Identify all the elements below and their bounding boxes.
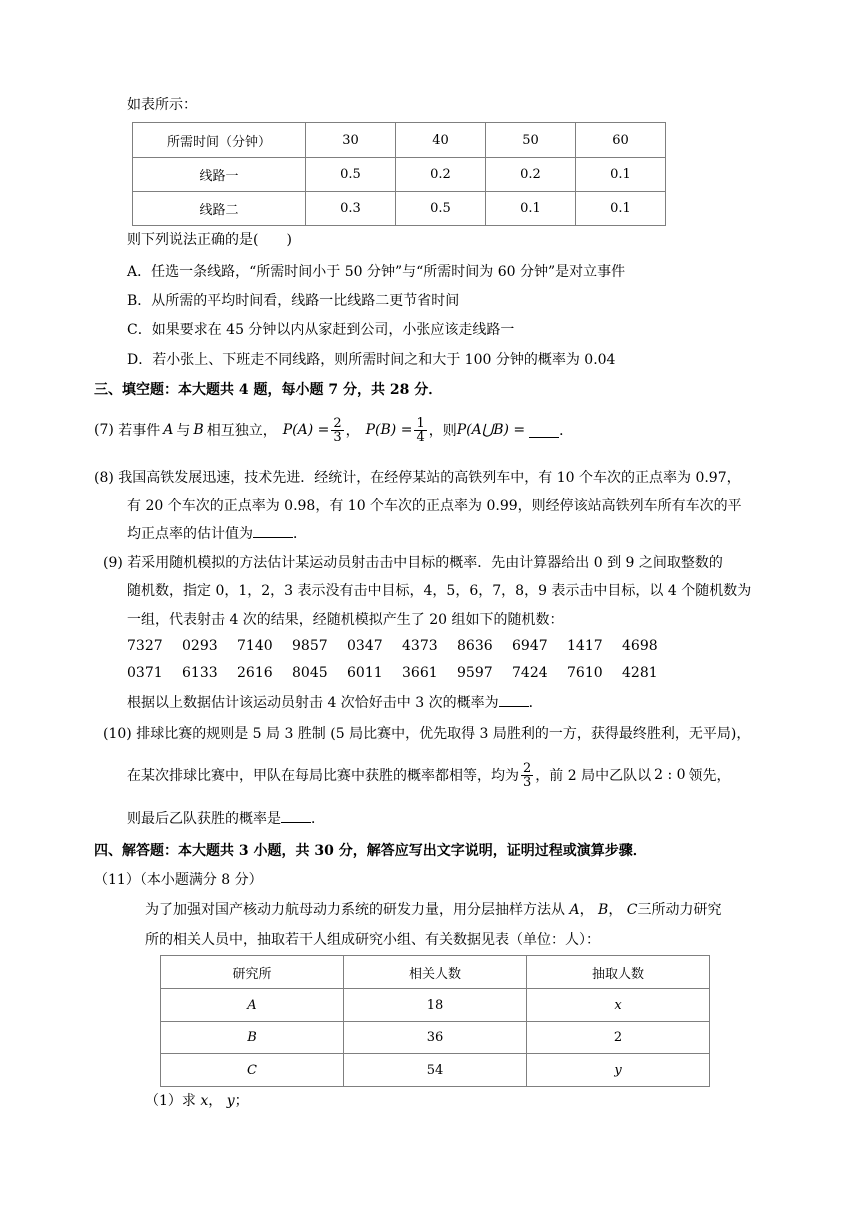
option-d: D．若小张上、下班走不同线路，则所需时间之和大于 100 分钟的概率为 0.04 <box>127 352 616 368</box>
q7-text: 与 <box>176 423 191 439</box>
q9-line-3: 一组，代表射击 4 次的结果，经随机模拟产生了 20 组如下的随机数： <box>127 612 564 628</box>
random-number: 3661 <box>402 665 438 681</box>
q7-event-b: B <box>193 422 204 438</box>
q7-comma: ， <box>345 423 360 439</box>
table-header-cell: 50 <box>486 123 576 158</box>
fraction-numerator: 2 <box>523 760 532 776</box>
q11-line-2: 所的相关人员中，抽取若干人组成研究小组、有关数据见表（单位：人）： <box>145 932 600 948</box>
q7-text: 相互独立， <box>206 423 277 439</box>
random-number: 7424 <box>512 665 548 681</box>
random-numbers-row-1 <box>127 638 677 654</box>
q11-text: 为了加强对国产核动力航母动力系统的研发力量，用分层抽样方法从 <box>145 902 565 918</box>
table-cell: x <box>526 989 709 1022</box>
q11-institute-c: C <box>626 902 638 918</box>
fraction-denominator: 4 <box>416 429 425 445</box>
q9-end: ． <box>528 695 543 711</box>
answer-blank <box>281 808 311 823</box>
table-header-cell: 30 <box>306 123 396 158</box>
table-row <box>161 989 710 1022</box>
random-number: 4281 <box>622 665 658 681</box>
table-cell: 0.2 <box>396 158 486 192</box>
fraction-denominator: 3 <box>333 429 342 445</box>
q10-text: 则最后乙队获胜的概率是 <box>127 811 281 827</box>
random-number: 4698 <box>622 638 658 654</box>
random-number: 1417 <box>567 638 603 654</box>
q7-event-a: A <box>163 422 174 438</box>
q10-end: ． <box>311 811 325 827</box>
random-number: 8045 <box>292 665 328 681</box>
table-header-cell: 60 <box>576 123 666 158</box>
fraction-denominator: 3 <box>523 774 532 790</box>
table-row <box>161 1054 710 1087</box>
intro-text: 如表所示： <box>127 97 197 113</box>
q11-text: ， <box>208 1093 223 1109</box>
table-cell: 0.2 <box>486 158 576 192</box>
q11-sub-1 <box>145 1090 249 1110</box>
q7-end: ． <box>559 423 574 439</box>
table-row <box>133 158 666 192</box>
q9-line-6 <box>127 692 543 712</box>
table-header-cell: 研究所 <box>161 956 344 989</box>
random-number: 6947 <box>512 638 548 654</box>
q7-pb-fraction <box>414 417 426 444</box>
q11-var-y: y <box>226 1093 235 1109</box>
table-header-row <box>133 123 666 158</box>
answer-blank <box>499 692 529 707</box>
table-cell: 0.5 <box>396 192 486 226</box>
q11-institute-b: B <box>598 902 609 918</box>
q7-pa-fraction <box>331 417 343 444</box>
random-number: 7610 <box>567 665 603 681</box>
table-cell: 0.1 <box>576 192 666 226</box>
q7-number: (7) <box>94 422 114 438</box>
table-cell: 0.1 <box>486 192 576 226</box>
table-header-cell: 抽取人数 <box>526 956 709 989</box>
table-header-cell: 40 <box>396 123 486 158</box>
random-number: 0371 <box>127 665 163 681</box>
table-cell: y <box>526 1054 709 1087</box>
table-cell: 0.3 <box>306 192 396 226</box>
random-number: 6011 <box>347 665 383 681</box>
answer-blank <box>529 423 559 438</box>
q7-text: 若事件 <box>118 423 161 439</box>
section-3-heading: 三、填空题：本大题共 4 题，每小题 7 分，共 28 分． <box>94 382 443 398</box>
random-numbers-row-2 <box>127 665 677 681</box>
q7-pb: P(B) = <box>365 422 413 438</box>
q11-heading: （11）（本小题满分 8 分） <box>94 872 263 888</box>
random-number: 7140 <box>237 638 273 654</box>
table-header-cell: 相关人数 <box>343 956 526 989</box>
fraction-numerator: 1 <box>416 415 425 431</box>
q8-end: ． <box>293 526 307 542</box>
q10-text: ，前 2 局中乙队以 <box>535 768 652 784</box>
q11-text: 三所动力研究 <box>637 902 722 918</box>
table-cell: A <box>161 989 344 1022</box>
fraction-numerator: 2 <box>333 415 342 431</box>
q10-line-2 <box>127 755 731 795</box>
q11-text: ； <box>234 1093 249 1109</box>
q11-text: ， <box>608 902 623 918</box>
q11-institute-a: A <box>569 902 580 918</box>
q11-text: ， <box>579 902 594 918</box>
option-b: B．从所需的平均时间看，线路一比线路二更节省时间 <box>127 293 460 309</box>
table-cell: 0.1 <box>576 158 666 192</box>
table-cell: 线路一 <box>133 158 306 192</box>
table-row <box>133 192 666 226</box>
q7-text: ，则 <box>428 423 457 439</box>
random-number: 9857 <box>292 638 328 654</box>
table-cell: 36 <box>343 1022 526 1054</box>
q11-var-x: x <box>200 1093 209 1109</box>
q8-line-1: (8) 我国高铁发展迅速，技术先进．经统计，在经停某站的高铁列车中，有 10 个车次的正点率为 0.97， <box>94 470 741 486</box>
random-number: 0347 <box>347 638 383 654</box>
table-cell: C <box>161 1054 344 1087</box>
q8-line-2: 有 20 个车次的正点率为 0.98，有 10 个车次的正点率为 0.99，则经停该站高铁列车所有车次的平 <box>127 498 742 514</box>
random-number: 7327 <box>127 638 163 654</box>
table-cell: B <box>161 1022 344 1054</box>
q9-text: 根据以上数据估计该运动员射击 4 次恰好击中 3 次的概率为 <box>127 695 499 711</box>
question-7 <box>94 410 573 450</box>
q10-fraction <box>521 762 533 789</box>
question-stem: 则下列说法正确的是( ) <box>127 232 292 248</box>
random-number: 2616 <box>237 665 273 681</box>
q10-text: 在某次排球比赛中，甲队在每局比赛中获胜的概率都相等，均为 <box>127 768 519 784</box>
q11-text: （1）求 <box>145 1093 196 1109</box>
q7-pa: P(A) = <box>282 422 330 438</box>
option-c: C．如果要求在 45 分钟以内从家赶到公司，小张应该走线路一 <box>127 322 515 338</box>
table-row <box>161 1022 710 1054</box>
random-number: 0293 <box>182 638 218 654</box>
q10-text: 领先， <box>688 768 731 784</box>
q9-line-2: 随机数，指定 0，1，2，3 表示没有击中目标，4，5，6，7，8，9 表示击中目标，以 4 个随机数为 <box>127 583 752 599</box>
route-time-table <box>132 122 666 226</box>
table-header-row <box>161 956 710 989</box>
table-cell: 0.5 <box>306 158 396 192</box>
q8-line-3 <box>127 523 307 543</box>
q8-text: 均正点率的估计值为 <box>127 526 253 542</box>
random-number: 8636 <box>457 638 493 654</box>
table-header-cell: 所需时间（分钟） <box>133 123 306 158</box>
random-number: 4373 <box>402 638 438 654</box>
answer-blank <box>253 523 293 538</box>
random-number: 6133 <box>182 665 218 681</box>
table-cell: 18 <box>343 989 526 1022</box>
random-number: 9597 <box>457 665 493 681</box>
table-cell: 54 <box>343 1054 526 1087</box>
q10-line-3 <box>127 808 325 828</box>
option-a: A．任选一条线路，“所需时间小于 50 分钟”与“所需时间为 60 分钟”是对立事件 <box>127 264 626 280</box>
table-cell: 线路二 <box>133 192 306 226</box>
q10-line-1: (10) 排球比赛的规则是 5 局 3 胜制 (5 局比赛中，优先取得 3 局胜利的一方，获得最终胜利，无平局)， <box>103 726 751 742</box>
table-cell: 2 <box>526 1022 709 1054</box>
q9-line-1: (9) 若采用随机模拟的方法估计某运动员射击击中目标的概率．先由计算器给出 0 到 9 之间取整数的 <box>103 555 723 571</box>
q10-score: 2 : 0 <box>654 767 686 783</box>
q7-union: P(A⋃B) = <box>456 422 526 438</box>
q11-line-1 <box>145 899 722 919</box>
section-4-heading: 四、解答题：本大题共 3 小题，共 30 分，解答应写出文字说明，证明过程或演算步骤． <box>94 843 647 859</box>
institute-table <box>160 955 710 1087</box>
